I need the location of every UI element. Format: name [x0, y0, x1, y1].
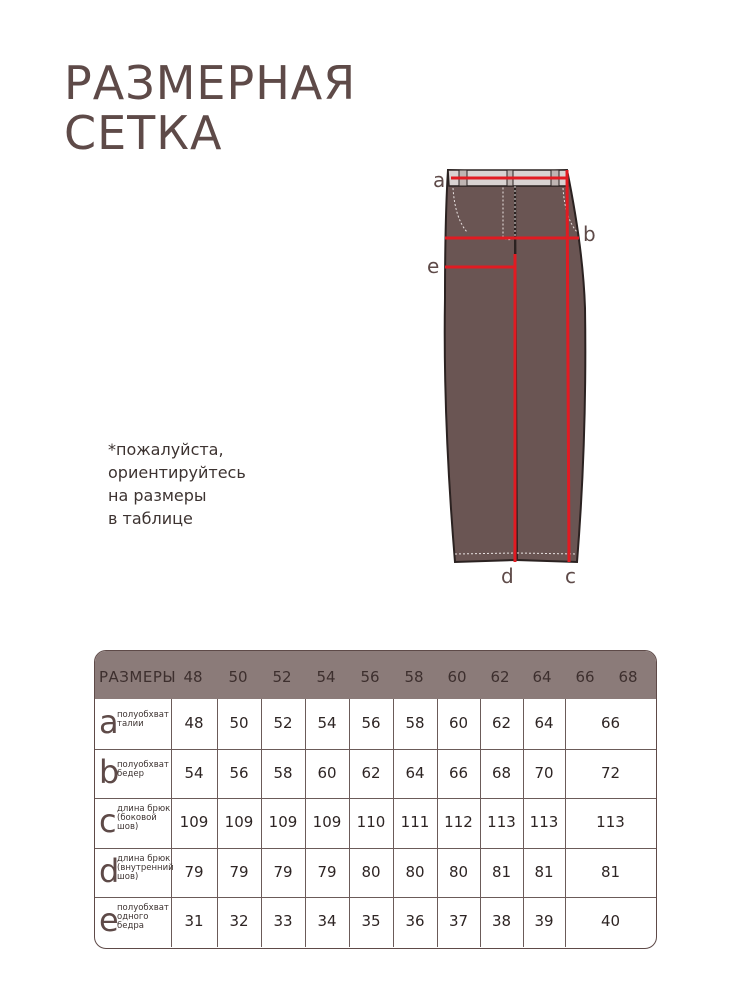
table-cell: 66	[448, 763, 469, 782]
header-label: РАЗМЕРЫ	[99, 668, 177, 686]
header-size-60: 60	[447, 668, 467, 686]
table-cell: 35	[361, 912, 381, 930]
table-cell: 111	[400, 813, 430, 831]
table-cell: 62	[361, 763, 381, 782]
table-cell: 56	[361, 714, 381, 732]
row-description: полуобхват одного бедра	[117, 903, 169, 931]
table-cell: 60	[317, 763, 337, 782]
measure-label-a: a	[433, 168, 446, 192]
table-cell: 79	[317, 862, 337, 881]
table-cell: 34	[317, 912, 337, 930]
title-line-1: РАЗМЕРНАЯ	[64, 56, 357, 110]
header-size-52: 52	[272, 668, 292, 686]
note-line-3: на размеры	[108, 486, 207, 505]
table-cell: 39	[534, 912, 554, 930]
table-cell: 54	[184, 763, 204, 782]
table-cell: 40	[600, 912, 621, 930]
row-letter: c	[99, 802, 117, 840]
table-cell: 109	[312, 813, 342, 831]
table-cell: 54	[317, 714, 337, 732]
size-note	[108, 438, 246, 530]
table-cell: 79	[229, 862, 249, 881]
table-cell: 81	[600, 862, 621, 881]
trousers-left-leg	[445, 170, 515, 562]
table-cell: 37	[448, 912, 469, 930]
table-cell: 109	[268, 813, 298, 831]
table-cell: 70	[534, 763, 554, 782]
table-cell: 62	[491, 714, 512, 732]
header-size-54: 54	[316, 668, 336, 686]
table-cell: 50	[229, 714, 249, 732]
measure-line-c	[567, 170, 569, 562]
header-size-62: 62	[490, 668, 510, 686]
table-cell: 80	[448, 862, 469, 881]
table-cell: 80	[361, 862, 381, 881]
table-cell: 56	[229, 763, 249, 782]
table-cell: 79	[184, 862, 204, 881]
row-letter: d	[99, 851, 120, 890]
header-size-64: 64	[532, 668, 552, 686]
row-letter: b	[99, 752, 120, 791]
measure-label-b: b	[583, 222, 596, 246]
header-size-56: 56	[360, 668, 380, 686]
table-cell: 81	[534, 862, 554, 881]
title-line-2: СЕТКА	[64, 106, 223, 160]
row-description: длина брюк (внутренний шов)	[117, 853, 174, 882]
table-cell: 110	[356, 813, 386, 831]
size-table	[94, 650, 657, 949]
note-line-1: *пожалуйста,	[108, 440, 224, 459]
row-description: полуобхват талии	[117, 710, 169, 729]
note-line-2: ориентируйтесь	[108, 463, 246, 482]
header-size-66: 66	[575, 668, 595, 686]
table-cell: 48	[184, 714, 204, 732]
page-title	[64, 58, 356, 158]
row-description: полуобхват бедер	[117, 759, 169, 779]
table-cell: 113	[529, 813, 559, 831]
table-cell: 113	[487, 813, 516, 831]
table-cell: 66	[600, 714, 621, 732]
row-letter: e	[99, 901, 119, 939]
trousers-diagram	[415, 158, 615, 598]
table-cell: 68	[491, 763, 512, 782]
table-cell: 112	[444, 813, 473, 831]
table-cell: 109	[179, 813, 209, 831]
table-cell: 32	[229, 912, 249, 930]
measure-label-e: e	[427, 254, 440, 278]
measure-label-d: d	[501, 564, 514, 588]
header-size-50: 50	[228, 668, 248, 686]
size-table-header	[95, 651, 656, 699]
header-size-48: 48	[183, 668, 203, 686]
table-cell: 33	[273, 912, 293, 930]
table-cell: 58	[405, 714, 425, 732]
table-cell: 52	[273, 714, 293, 732]
table-cell: 109	[224, 813, 254, 831]
table-cell: 60	[448, 714, 469, 732]
table-cell: 113	[596, 813, 625, 831]
table-cell: 31	[184, 912, 204, 930]
table-cell: 79	[273, 862, 293, 881]
table-cell: 80	[405, 862, 425, 881]
measure-label-c: c	[565, 564, 576, 588]
table-cell: 38	[491, 912, 512, 930]
table-cell: 81	[491, 862, 512, 881]
table-cell: 72	[600, 763, 621, 782]
header-size-58: 58	[404, 668, 424, 686]
table-cell: 64	[534, 714, 554, 732]
note-line-4: в таблице	[108, 509, 193, 528]
header-size-68: 68	[618, 668, 638, 686]
table-cell: 58	[273, 763, 293, 782]
row-description: длина брюк (боковой шов)	[117, 804, 171, 832]
table-cell: 64	[405, 763, 425, 782]
table-cell: 36	[405, 912, 425, 930]
trousers-right-leg	[515, 170, 585, 562]
row-letter: a	[99, 703, 119, 741]
